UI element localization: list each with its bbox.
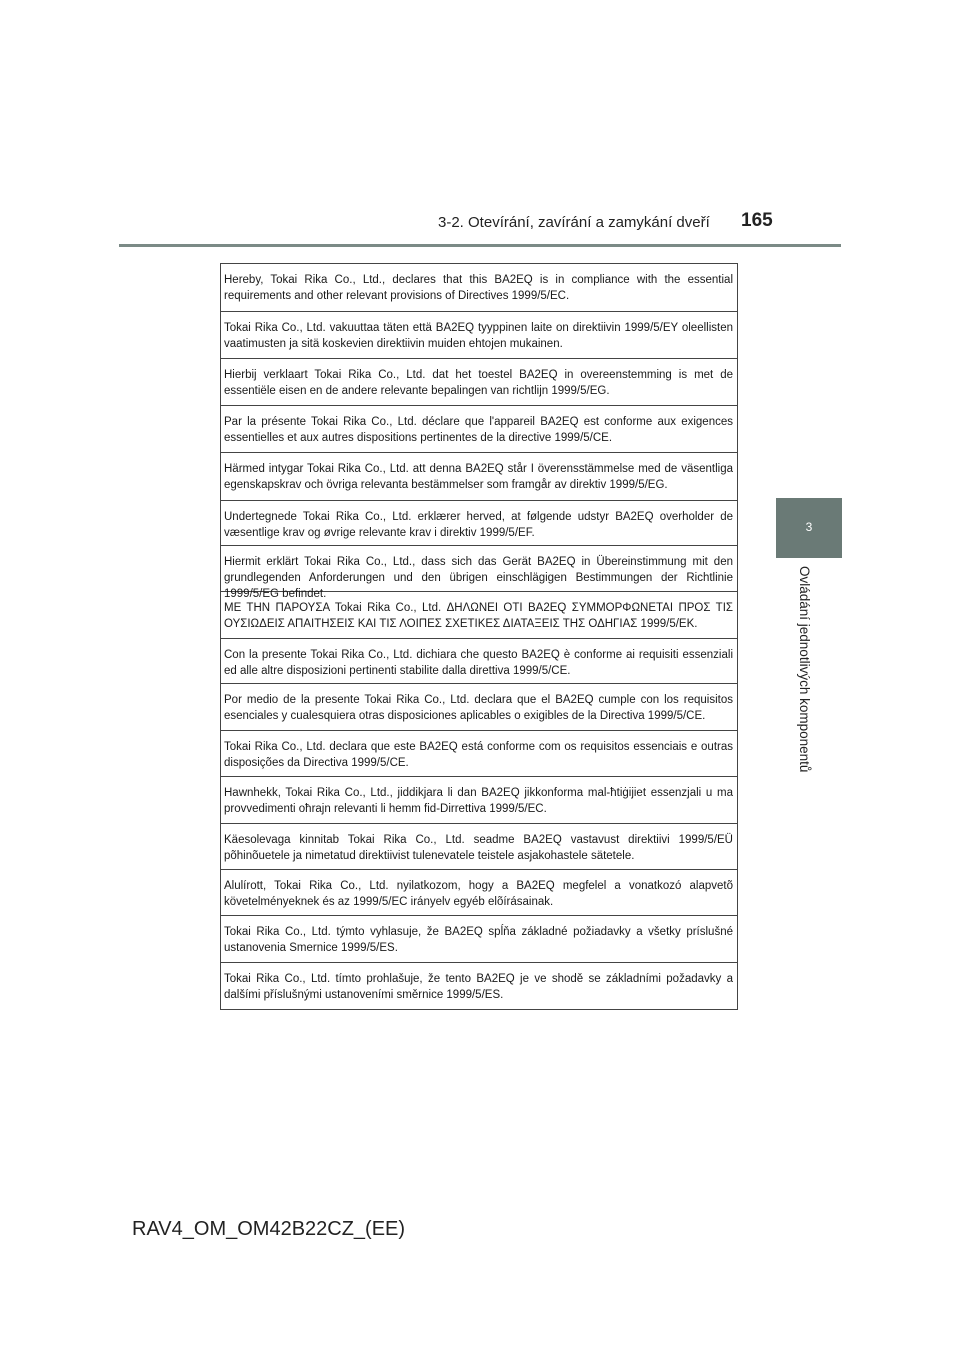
declaration-de: Hiermit erklärt Tokai Rika Co., Ltd., dass sich das Gerät BA2EQ in Übereinstimmung mit den grundlegenden Anforderungen und den übrigen einschlägigen Bestimmungen der Richtlinie 1999/5/EG befindet. <box>221 545 737 591</box>
declaration-it: Con la presente Tokai Rika Co., Ltd. dichiara che questo BA2EQ è conforme ai requisiti essenziali ed alle altre disposizioni pertinenti stabilite dalla direttiva 1999/5/CE. <box>221 638 737 683</box>
declaration-da: Undertegnede Tokai Rika Co., Ltd. erklærer herved, at følgende udstyr BA2EQ overholder de væsentlige krav og øvrige relevante krav i direktiv 1999/5/EF. <box>221 500 737 545</box>
declaration-en: Hereby, Tokai Rika Co., Ltd., declares that this BA2EQ is in compliance with the essential requirements and other relevant provisions of Directives 1999/5/EC. <box>224 274 733 302</box>
declaration-mt: Hawnhekk, Tokai Rika Co., Ltd., jiddikjara li dan BA2EQ jikkonforma mal-ħtiġijiet essenzjali u ma provvedimenti oħrajn relevanti li hemm fid-Dirrettiva 1999/5/EC. <box>221 776 737 823</box>
declaration-el: ΜΕ ΤΗΝ ΠΑΡΟΥΣΑ Tokai Rika Co., Ltd. ΔΗΛΩΝΕΙ ΟΤΙ BA2EQ ΣΥΜΜΟΡΦΩΝΕΤΑΙ ΠΡΟΣ ΤΙΣ ΟΥΣΙΩΔΕΙΣ ΑΠΑΙΤΗΣΕΙΣ ΚΑΙ ΤΙΣ ΛΟΙΠΕΣ ΣΧΕΤΙΚΕΣ ΔΙΑΤΑΞΕΙΣ ΤΗΣ ΟΔΗΓΙΑΣ 1999/5/ΕΚ. <box>221 591 737 638</box>
model-code: RAV4_OM_OM42B22CZ_(EE) <box>132 1218 406 1240</box>
declaration-sk: Tokai Rika Co., Ltd. týmto vyhlasuje, že BA2EQ spĺňa základné požiadavky a všetky príslušné ustanovenia Smernice 1999/5/ES. <box>221 915 737 962</box>
chapter-label: Ovládání jednotlivých komponentů <box>797 566 812 773</box>
declaration-nl: Hierbij verklaart Tokai Rika Co., Ltd. dat het toestel BA2EQ in overeenstemming is met de essentiële eisen en de andere relevante bepalingen van richtlijn 1999/5/EG. <box>221 358 737 405</box>
declaration-hu: Alulírott, Tokai Rika Co., Ltd. nyilatkozom, hogy a BA2EQ megfelel a vonatkozó alapvetõ követelményeknek és az 1999/5/EC irányelv egyéb elõírásainak. <box>221 869 737 915</box>
declaration-fi: Tokai Rika Co., Ltd. vakuuttaa täten että BA2EQ tyyppinen laite on direktiivin 1999/5/EY oleellisten vaatimusten ja sitä koskevien direktiivin muiden ehtojen mukainen. <box>221 311 737 358</box>
declaration-sv: Härmed intygar Tokai Rika Co., Ltd. att denna BA2EQ står I överensstämmelse med de väsentliga egenskapskrav och övriga relevanta bestämmelser som framgår av direktiv 1999/5/EG. <box>221 452 737 500</box>
declaration-pt: Tokai Rika Co., Ltd. declara que este BA2EQ está conforme com os requisitos essenciais e outras disposições da Directiva 1999/5/CE. <box>221 730 737 776</box>
declaration-fr: Par la présente Tokai Rika Co., Ltd. déclare que l'appareil BA2EQ est conforme aux exigences essentielles et aux autres dispositions pertinentes de la directive 1999/5/CE. <box>221 405 737 452</box>
declarations-table <box>220 263 738 1010</box>
chapter-number: 3 <box>805 520 813 534</box>
declaration-et: Käesolevaga kinnitab Tokai Rika Co., Ltd. seadme BA2EQ vastavust direktiivi 1999/5/EÜ põhinõuetele ja nimetatud direktiivist tulenevatele teistele asjakohastele sätetele. <box>221 823 737 869</box>
declaration-es: Por medio de la presente Tokai Rika Co., Ltd. declara que el BA2EQ cumple con los requisitos esenciales y cualesquiera otras disposiciones aplicables o exigibles de la Directiva 1999/5/CE. <box>221 683 737 730</box>
header-divider <box>119 244 841 247</box>
declaration-cs: Tokai Rika Co., Ltd. tímto prohlašuje, že tento BA2EQ je ve shodě se základními požadavky a dalšími příslušnými ustanoveními směrnice 1999/5/ES. <box>221 962 737 1009</box>
page-number: 165 <box>741 210 773 231</box>
section-title: 3-2. Otevírání, zavírání a zamykání dveří <box>438 214 710 231</box>
